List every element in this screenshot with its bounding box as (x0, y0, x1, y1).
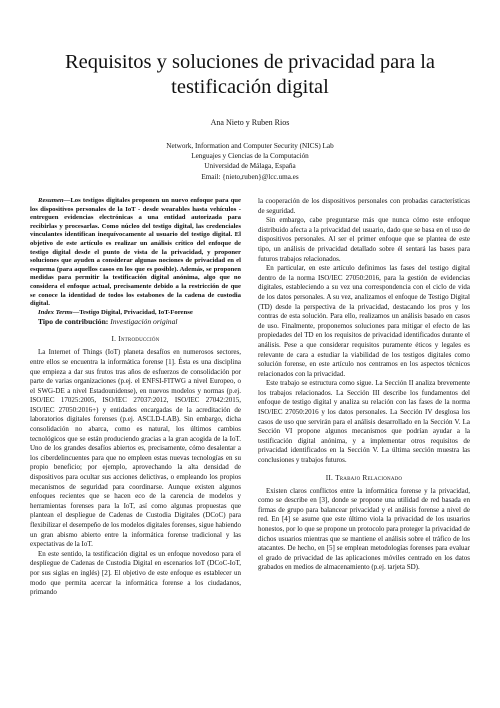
affiliation-block (0, 141, 500, 182)
right-column (258, 197, 470, 573)
affiliation-lab: Network, Information and Computer Security (NICS) Lab (166, 142, 334, 150)
section-heading-related-work (258, 473, 470, 483)
abstract-text: Los testigos digitales proponen un nuevo enfoque para que los dispositivos personales de la IoT - desde wearables hasta vehículos - entreguen evidencias electrónicas a una entidad autorizada para recibirlas y procesarlas. Como núcleo del testigo digital, las credenciales vinculantes identifican inequívocamente al usuario del testigo digital. El objetivo de este artículo es realizar un análisis crítico del enfoque de testigo digital desde el punto de vista de la privacidad, y proponer soluciones que ayuden a considerar algunas nociones de privacidad en el esquema (para aquellos casos en los que es posible). Además, se proponen medidas para permitir la testificación digital anónima, algo que no considera el enfoque actual, precisamente debido a la restricción de que se conoce la identidad de todos los estabones de la cadena de custodia digital. (30, 197, 241, 308)
intro-paragraph-4: En particular, en este artículo definimos las fases del testigo digital dentro de la norma ISO/IEC 27050:2016, para la gestión de evidencias digitales, estableciendo a su vez una correspondencia con el ciclo de vida de los datos personales. A su vez, analizamos el enfoque de Testigo Digital (TD) desde la perspectiva de la privacidad, destacando los pros y los contras de esta solución. Para ello, realizamos un análisis basado en casos de uso. Finalmente, proponemos soluciones para mitigar el efecto de las propiedades del TD en los requisitos de privacidad identificados durante el análisis. Pese a que considerar requisitos puramente éticos y legales es relevante de cara a estudiar la viabilidad de los testigos digitales como solución forense, en este artículo nos centramos en los aspectos técnicos relacionados con la privacidad. (258, 264, 470, 378)
intro-paragraph-2: En este sentido, la testificación digital es un enfoque novedoso para el despliegue de Cadenas de Custodia Digital en escenarios IoT (DCoC-IoT, por sus siglas en inglés) [2]. El objetivo de este enfoque es establecer un modo que permita acercar la informática forense a los ciudadanos, primando (30, 549, 241, 597)
section-number: I. (111, 334, 117, 344)
contribution-label: Tipo de contribución: (38, 317, 109, 327)
section-number: II. (325, 472, 334, 482)
section-title: Trabajo Relacionado (335, 472, 403, 482)
abstract-label: Resumen (38, 197, 64, 204)
contribution-type (30, 317, 241, 327)
intro-paragraph-3: Sin embargo, cabe preguntarse más que nunca cómo este enfoque distribuido afecta a la privacidad del usuario, dado que se basa en el uso de dispositivos personales. Al ser el primer enfoque que se plantea de este tipo, un análisis de privacidad detallado sobre él sentará las bases para futuros trabajos relacionados. (258, 216, 470, 263)
intro-paragraph-5: Este trabajo se estructura como sigue. La Sección II analiza brevemente los trabajos relacionados. La Sección III describe los fundamentos del enfoque de testigo digital y analiza su relación con las fases de la norma ISO/IEC 27050:2016 y los datos personales. La Sección IV desglosa los casos de uso que servirán para el análisis desarrollado en la Sección V. La Sección VI propone algunos mecanismos que podrían ayudar a la testificación digital anónima, y a implementar otros requisitos de privacidad identificados en la Sección V. La última sección muestra las conclusiones y trabajos futuros. (258, 379, 470, 465)
paper-title: Requisitos y soluciones de privacidad para la testificación digital (64, 51, 436, 98)
section-title: Introducción (118, 334, 160, 344)
intro-paragraph-continued: la cooperación de los dispositivos personales con probadas características de seguridad. (258, 197, 470, 215)
index-terms-text: Testigo Digital, Privacidad, IoT-Forense (79, 308, 193, 316)
index-terms-label: Index Terms (38, 308, 73, 316)
left-column (30, 197, 241, 598)
index-terms: Index Terms—Testigo Digital, Privacidad, IoT-Forense (38, 308, 193, 316)
affiliation-university: Universidad de Málaga, España (204, 162, 296, 171)
section-heading-introduction (30, 334, 241, 344)
intro-paragraph-1: La Internet of Things (IoT) planeta desafíos en numerosos sectores, entre ellos se encuentra la informática forense [1]. Ésta es una disciplina que empieza a dar sus frutos tras años de esfuerzos de consolidación por parte de varias organizaciones (p.ej. el ENFSI-FITWG a nivel Europeo, o el SWG-DE a nivel Estadounidense), en nuevos modelos y normas (p.ej. ISO/IEC 17025:2005, ISO/IEC 27037:2012, ISO/IEC 27042:2015, ISO/IEC 27050:2016+) y entidades encargadas de la acreditación de laboratorios digitales forenses (p.ej. ASCLD-LAB). Sin embargo, dicha consolidación no abarca, como es natural, los últimos cambios tecnológicos que se están produciendo gracias a la gran acogida de la IoT. Uno de los grandes desafíos abiertos es, precisamente, cómo desalentar a los ciberdelincuentes para que no empleen estas nuevas tecnologías en su propio beneficio; por ejemplo, aprovechando la alta densidad de dispositivos para ocultar sus acciones delictivas, o empleando los propios mecanismos de seguridad para coordinarse. Aunque existen algunos enfoques recientes que se hacen eco de la carencia de modelos y herramientas forenses para la IoT, así como algunas propuestas que plantean el despliegue de Cadenas de Custodia Digitales (DCoC) para flexibilizar el desempeño de los modelos digitales forenses, sigue habiendo un gran abismo abierto entre la informática forense tradicional y las expectativas de la IoT. (30, 348, 241, 549)
related-work-paragraph-1: Existen claros conflictos entre la informática forense y la privacidad, como se describe en [3], donde se propone una utilidad de red basada en firmas de grupo para balancear privacidad y el análisis forense a nivel de red. En [4] se asume que este último viola la privacidad de los usuarios honestos, por lo que se propone un protocolo para proteger la privacidad de dichos usuarios mientras que se mantiene el análisis sobre el tráfico de los atacantes. De hecho, en [5] se emplean metodologías forenses para evaluar el grado de privacidad de las aplicaciones móviles centrado en los datos grabados en medios de almacenamiento (p.ej. tarjeta SD). (258, 486, 470, 572)
paper-authors: Ana Nieto y Ruben Rios (210, 118, 290, 127)
abstract: Resumen—Los testigos digitales proponen un nuevo enfoque para que los dispositivos personales de la IoT - desde wearables hasta vehículos - entreguen evidencias electrónicas a una entidad autorizada para recibirlas y procesarlas. Como núcleo del testigo digital, las credenciales vinculantes identifican inequívocamente al usuario del testigo digital. El objetivo de este artículo es realizar un análisis crítico del enfoque de testigo digital desde el punto de vista de la privacidad, y proponer soluciones que ayuden a considerar algunas nociones de privacidad en el esquema (para aquellos casos en los que es posible). Además, se proponen medidas para permitir la testificación digital anónima, algo que no considera el enfoque actual, precisamente debido a la restricción de que se conoce la identidad de todos los estabones de la cadena de custodia digital. (30, 197, 241, 308)
affiliation-email: Email: {nieto,ruben}@lcc.uma.es (201, 172, 299, 181)
contribution-value: Investigación original (110, 317, 178, 327)
affiliation-dept: Lenguajes y Ciencias de la Computación (191, 152, 309, 161)
